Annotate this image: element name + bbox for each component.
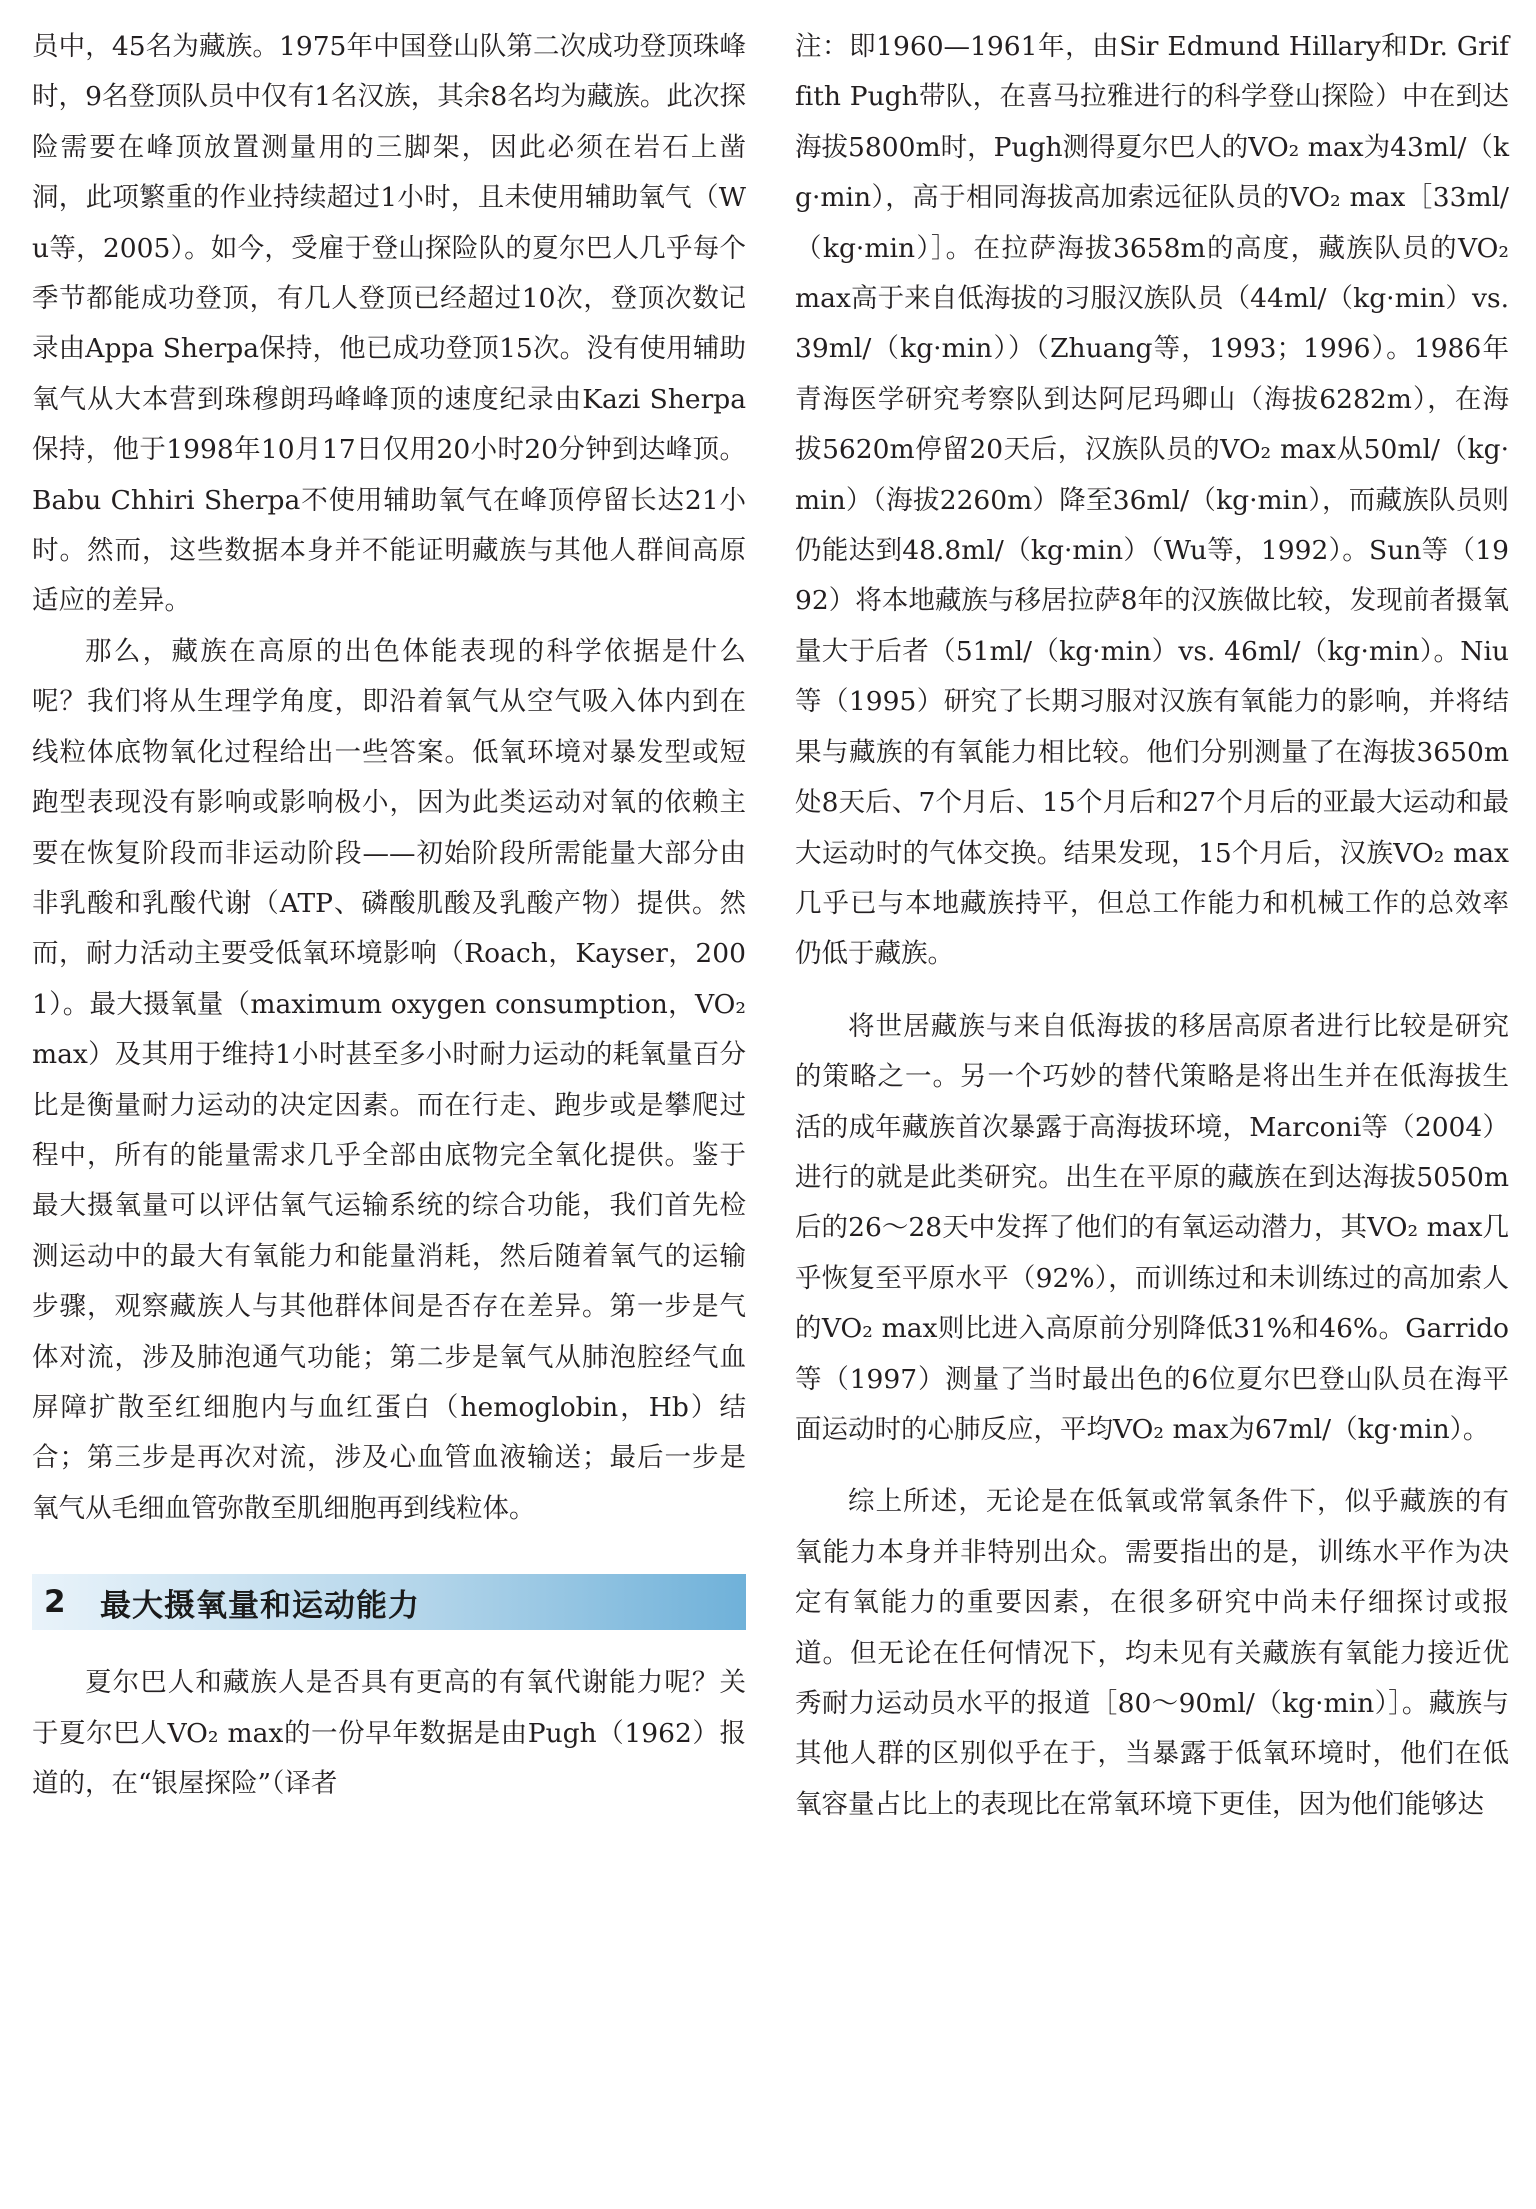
right-paragraph-1: 注：即1960—1961年，由Sir Edmund Hillary和Dr. Griffith Pugh带队，在喜马拉雅进行的科学登山探险）中在到达海拔5800m时，Pugh测得夏尔巴人的VO₂ max为43ml/（kg·min），高于相同海拔高加索远征队员的VO₂ max［33ml/（kg·min）］。在拉萨海拔3658m的高度，藏族队员的VO₂ max高于来自低海拔的习服汉族队员（44ml/（kg·min）vs.39ml/（kg·min））（Zhuang等，1993；1996）。1986年青海医学研究考察队到达阿尼玛卿山（海拔6282m），在海拔5620m停留20天后，汉族队员的VO₂ max从50ml/（kg·min）（海拔2260m）降至36ml/（kg·min），而藏族队员则仍能达到48.8ml/（kg·min）（Wu等，1992）。Sun等（1992）将本地藏族与移居拉萨8年的汉族做比较，发现前者摄氧量大于后者（51ml/（kg·min）vs. 46ml/（kg·min）。Niu等（1995）研究了长期习服对汉族有氧能力的影响，并将结果与藏族的有氧能力相比较。他们分别测量了在海拔3650m处8天后、7个月后、15个月后和27个月后的亚最大运动和最大运动时的气体交换。结果发现，15个月后，汉族VO₂ max几乎已与本地藏族持平，但总工作能力和机械工作的总效率仍低于藏族。	[795, 31, 1509, 970]
section-title: 最大摄氧量和运动能力	[100, 1587, 420, 1624]
right-paragraph-3: 综上所述，无论是在低氧或常氧条件下，似乎藏族的有氧能力本身并非特别出众。需要指出的是，训练水平作为决定有氧能力的重要因素，在很多研究中尚未仔细探讨或报道。但无论在任何情况下，均未见有关藏族有氧能力接近优秀耐力运动员水平的报道［80～90ml/（kg·min）］。藏族与其他人群的区别似乎在于，当暴露于低氧环境时，他们在低氧容量占比上的表现比在常氧环境下更佳，因为他们能够达	[795, 1486, 1509, 1820]
paragraph-gap	[795, 1455, 1509, 1477]
right-paragraph-2: 将世居藏族与来自低海拔的移居高原者进行比较是研究的策略之一。另一个巧妙的替代策略是将出生并在低海拔生活的成年藏族首次暴露于高海拔环境，Marconi等（2004）进行的就是此类研究。出生在平原的藏族在到达海拔5050m后的26～28天中发挥了他们的有氧运动潜力，其VO₂ max几乎恢复至平原水平（92%），而训练过和未训练过的高加索人的VO₂ max则比进入高原前分别降低31%和46%。Garrido等（1997）测量了当时最出色的6位夏尔巴登山队员在海平面运动时的心肺反应，平均VO₂ max为67ml/（kg·min）。	[795, 1010, 1509, 1445]
paragraph-gap	[795, 980, 1509, 1002]
left-paragraph-1: 员中，45名为藏族。1975年中国登山队第二次成功登顶珠峰时，9名登顶队员中仅有1名汉族，其余8名均为藏族。此次探险需要在峰顶放置测量用的三脚架，因此必须在岩石上凿洞，此项繁重的作业持续超过1小时，且未使用辅助氧气（Wu等，2005）。如今，受雇于登山探险队的夏尔巴人几乎每个季节都能成功登顶，有几人登顶已经超过10次，登顶次数记录由Appa Sherpa保持，他已成功登顶15次。没有使用辅助氧气从大本营到珠穆朗玛峰峰顶的速度纪录由Kazi Sherpa保持，他于1998年10月17日仅用20小时20分钟到达峰顶。Babu Chhiri Sherpa不使用辅助氧气在峰顶停留长达21小时。然而，这些数据本身并不能证明藏族与其他人群间高原适应的差异。	[32, 31, 746, 617]
left-paragraph-2: 那么，藏族在高原的出色体能表现的科学依据是什么呢？我们将从生理学角度，即沿着氧气从空气吸入体内到在线粒体底物氧化过程给出一些答案。低氧环境对暴发型或短跑型表现没有影响或影响极小，因为此类运动对氧的依赖主要在恢复阶段而非运动阶段——初始阶段所需能量大部分由非乳酸和乳酸代谢（ATP、磷酸肌酸及乳酸产物）提供。然而，耐力活动主要受低氧环境影响（Roach，Kayser，2001）。最大摄氧量（maximum oxygen consumption，VO₂ max）及其用于维持1小时甚至多小时耐力运动的耗氧量百分比是衡量耐力运动的决定因素。而在行走、跑步或是攀爬过程中，所有的能量需求几乎全部由底物完全氧化提供。鉴于最大摄氧量可以评估氧气运输系统的综合功能，我们首先检测运动中的最大有氧能力和能量消耗，然后随着氧气的运输步骤，观察藏族人与其他群体间是否存在差异。第一步是气体对流，涉及肺泡通气功能；第二步是氧气从肺泡腔经气血屏障扩散至红细胞内与血红蛋白（hemoglobin，Hb）结合；第三步是再次对流，涉及心血管血液输送；最后一步是氧气从毛细血管弥散至肌细胞再到线粒体。	[32, 635, 746, 1524]
left-paragraph-3: 夏尔巴人和藏族人是否具有更高的有氧代谢能力呢？关于夏尔巴人VO₂ max的一份早年数据是由Pugh（1962）报道的，在“银屋探险”（译者	[32, 1667, 746, 1799]
section-heading	[32, 1574, 746, 1630]
right-column	[795, 22, 1509, 1830]
section-number: 2	[44, 1584, 66, 1621]
left-column	[32, 22, 746, 1809]
